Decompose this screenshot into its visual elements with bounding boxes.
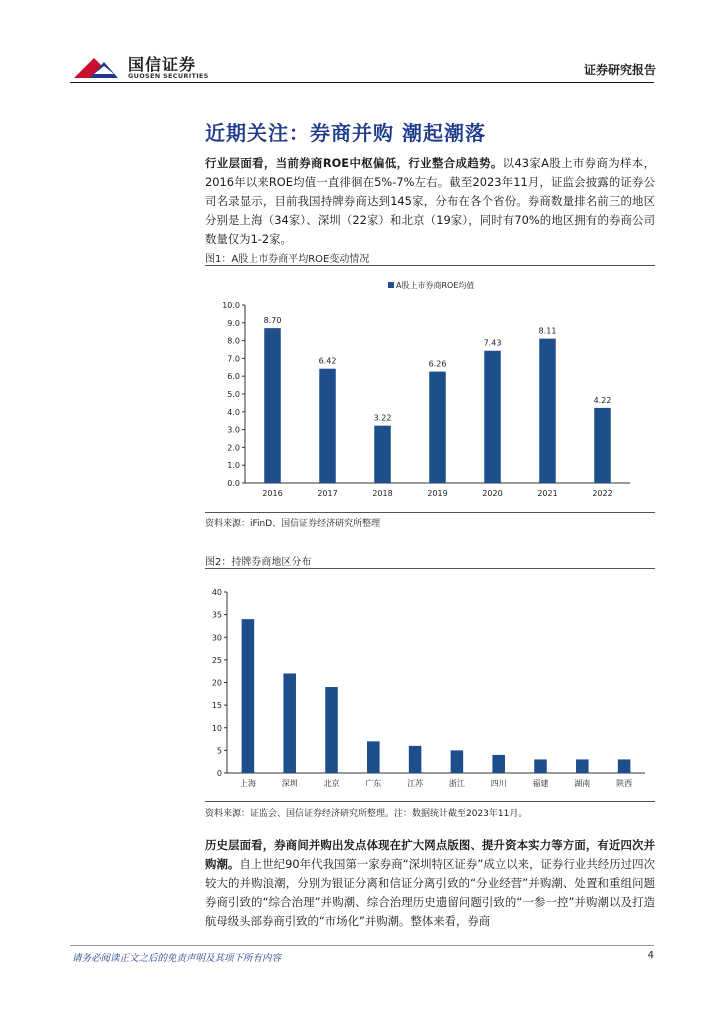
- chart2-x-ticks: [240, 778, 632, 788]
- section-title: 近期关注：券商并购 潮起潮落: [205, 121, 486, 145]
- data-label: 3.22: [373, 413, 392, 423]
- figure1-source: 资料来源：iFinD、国信证券经济研究所整理: [205, 519, 381, 529]
- y-tick-label: 25: [211, 655, 222, 665]
- y-tick-label: 40: [211, 588, 222, 597]
- brand-name-cn: 国信证券: [128, 55, 197, 74]
- figure1-title: 图1：A股上市券商平均ROE变动情况: [205, 254, 370, 265]
- page-number: 4: [647, 950, 654, 961]
- y-tick-label: 5.0: [227, 390, 240, 399]
- bar-北京: [325, 687, 338, 773]
- chart1-legend: [388, 280, 474, 290]
- chart2-bars: [242, 619, 631, 773]
- x-tick-label: 2017: [317, 489, 338, 498]
- y-tick-label: 20: [211, 678, 222, 688]
- x-tick-label: 江苏: [407, 779, 424, 788]
- bar-2017: [319, 369, 336, 483]
- x-tick-label: 2016: [262, 489, 283, 498]
- legend-label: A股上市券商ROE均值: [396, 281, 475, 290]
- x-tick-label: 浙江: [448, 779, 465, 788]
- figure2-source: 资料来源：证监会、国信证券经济研究所整理。注：数据统计截至2023年11月。: [205, 809, 528, 819]
- figure2-title: 图2：持牌券商地区分布: [205, 557, 312, 568]
- chart1-x-ticks: [262, 489, 612, 498]
- figure2-top-rule: [205, 568, 655, 569]
- y-tick-label: 7.0: [227, 354, 240, 364]
- region-bar-chart: [205, 572, 655, 797]
- x-tick-label: 深圳: [281, 779, 298, 788]
- bar-浙江: [451, 750, 464, 773]
- y-tick-label: 10.0: [222, 301, 240, 310]
- x-tick-label: 湖南: [574, 779, 591, 788]
- paragraph-body: 自上世纪90年代我国第一家券商“深圳特区证券”成立以来，证券行业共经历过四次较大的并购浪潮，分别为银证分离和信证分离引致的“分业经营”并购潮、处置和重组问题券商引致的“综合治理”并购潮、综合治理历史遗留问题引致的“一参一控”并购潮以及打造航母级头部券商引致的“市场化”并购潮。整体来看，券商: [205, 857, 655, 928]
- y-tick-label: 30: [211, 633, 222, 643]
- footer-divider: [70, 945, 654, 946]
- disclaimer-text: 请务必阅读正文之后的免责声明及其项下所有内容: [72, 953, 282, 964]
- y-tick-label: 9.0: [227, 318, 240, 328]
- chart1-bars: [264, 328, 611, 483]
- y-tick-label: 0.0: [227, 479, 240, 488]
- x-tick-label: 2018: [372, 489, 393, 498]
- paragraph-lead: 历史层面看，券商间并购出发点体现在扩大网点版图、提升资本实力等方面，有近四次并购潮。: [205, 838, 655, 871]
- y-tick-label: 6.0: [227, 372, 240, 382]
- x-tick-label: 2019: [427, 489, 448, 498]
- bar-2016: [264, 328, 281, 483]
- x-tick-label: 上海: [239, 779, 256, 788]
- y-tick-label: 10: [211, 723, 222, 733]
- y-tick-label: 35: [211, 610, 222, 620]
- bar-2019: [429, 372, 446, 483]
- paragraph-lead: 行业层面看，当前券商ROE中枢偏低，行业整合成趋势。: [205, 156, 503, 170]
- bar-陕西: [618, 759, 631, 773]
- bar-上海: [242, 619, 255, 773]
- bar-2020: [484, 351, 501, 483]
- bar-深圳: [283, 673, 296, 773]
- x-tick-label: 2020: [482, 489, 503, 498]
- legend-swatch: [388, 282, 394, 288]
- x-tick-label: 陕西: [616, 779, 633, 788]
- roe-bar-chart: [205, 268, 655, 508]
- x-tick-label: 福建: [532, 779, 549, 788]
- figure1-top-rule: [205, 265, 655, 266]
- data-label: 8.11: [538, 326, 557, 336]
- y-tick-label: 1.0: [227, 461, 240, 471]
- paragraph-history: [205, 836, 655, 931]
- guosen-logo-icon: [72, 52, 124, 84]
- brand-name-en: GUOSEN SECURITIES: [128, 72, 209, 80]
- chart2-y-ticks: [212, 588, 227, 778]
- y-tick-label: 4.0: [227, 407, 240, 417]
- bar-四川: [492, 755, 505, 773]
- bar-江苏: [409, 746, 422, 773]
- y-tick-label: 3.0: [227, 425, 240, 435]
- x-tick-label: 广东: [365, 779, 382, 788]
- header-divider: [70, 82, 654, 83]
- bar-广东: [367, 741, 380, 773]
- data-label: 6.26: [428, 359, 447, 369]
- y-tick-label: 15: [211, 701, 222, 711]
- x-tick-label: 2021: [537, 489, 558, 498]
- chart1-y-ticks: [222, 301, 245, 488]
- y-tick-label: 5: [216, 746, 222, 756]
- x-tick-label: 2022: [592, 489, 613, 498]
- bar-福建: [534, 759, 547, 773]
- figure1-bottom-rule: [205, 512, 655, 513]
- data-label: 4.22: [593, 395, 612, 405]
- bar-2021: [539, 339, 556, 483]
- y-tick-label: 0: [216, 769, 222, 778]
- data-label: 7.43: [483, 338, 502, 348]
- x-tick-label: 北京: [323, 779, 340, 788]
- x-tick-label: 四川: [490, 779, 507, 788]
- paragraph-industry: [205, 154, 655, 249]
- y-tick-label: 2.0: [227, 443, 240, 453]
- paragraph-body: 以43家A股上市券商为样本，2016年以来ROE均值一直徘徊在5%-7%左右。截至2023年11月，证监会披露的证券公司名录显示，目前我国持牌券商达到145家，分布在各个省份。券商数量排名前三的地区分别是上海（34家）、深圳（22家）和北京（19家），同时有70%的地区拥有的券商公司数量仅为1-2家。: [205, 156, 655, 246]
- bar-2018: [374, 426, 391, 483]
- bar-2022: [594, 408, 611, 483]
- data-label: 6.42: [318, 356, 337, 366]
- data-label: 8.70: [263, 316, 282, 326]
- report-type-label: 证券研究报告: [583, 63, 656, 77]
- y-tick-label: 8.0: [227, 336, 240, 346]
- bar-湖南: [576, 759, 589, 773]
- figure2-bottom-rule: [205, 801, 655, 802]
